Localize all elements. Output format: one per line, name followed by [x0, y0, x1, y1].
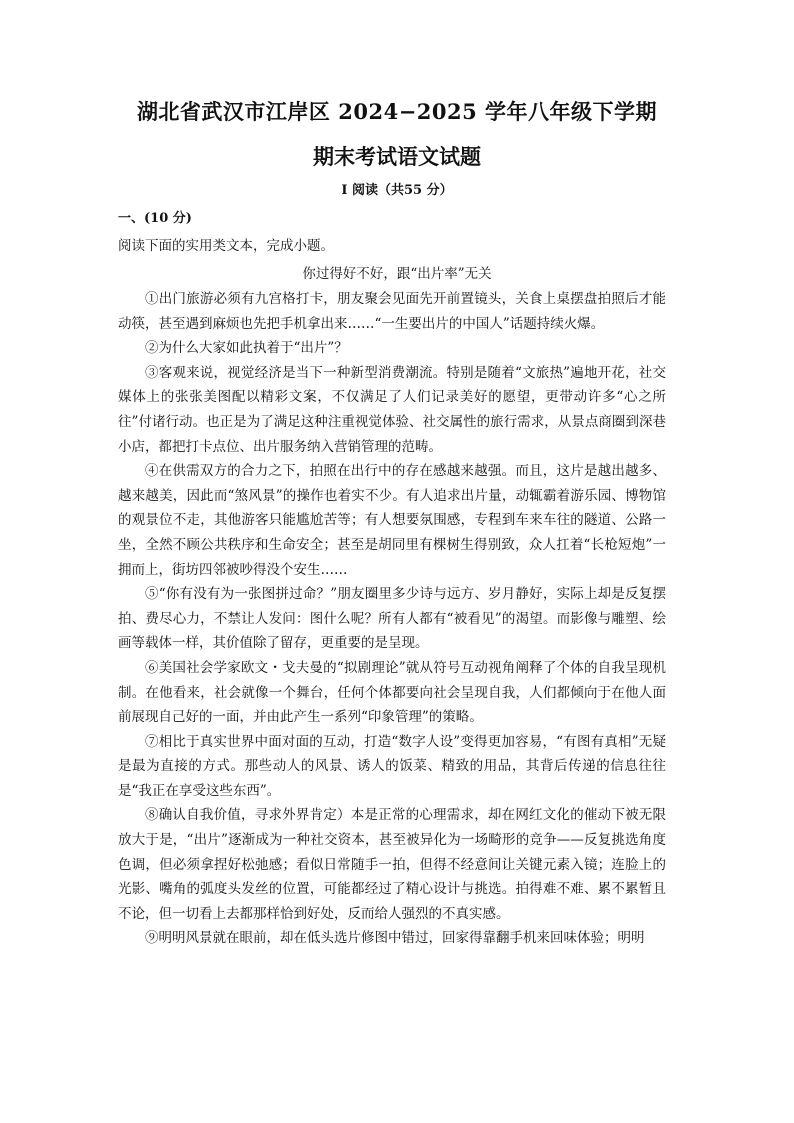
passage-body [118, 287, 666, 951]
paragraph-2: ②为什么大家如此执着于“出片”？ [145, 340, 348, 357]
paragraph-1: ①出门旅游必须有九宫格打卡，朋友聚会见面先开前置镜头，关食上桌摆盘拍照后才能动筷，甚至遇到麻烦也先把手机拿出来……“一生要出片的中国人”话题持续火爆。 [118, 291, 666, 332]
paragraph-9: ⑨明明风景就在眼前，却在低头选片修图中错过，回家得靠翻手机来回味体验；明明 [145, 930, 645, 947]
paragraph-3: ③客观来说，视觉经济是当下一种新型消费潮流。特别是随着“文旅热”遍地开花，社交媒体上的张张美图配以精彩文案，不仅满足了人们记录美好的愿望，更带动许多“心之所往”付诸行动。也正是为了满足这种注重视觉体验、社交属性的旅行需求，从景点商圈到深巷小店，都把打卡点位、出片服务纳入营销管理的范畴。 [118, 364, 666, 455]
instruction-text: 阅读下面的实用类文本，完成小题。 [118, 238, 334, 254]
paragraph-8: ⑧确认自我价值，寻求外界肯定）本是正常的心理需求，却在网红文化的催动下被无限放大于是，“出片”逐渐成为一种社交资本，甚至被异化为一场畸形的竞争——反复挑选角度色调，但必须拿捏好松弛感；看似日常随手一拍，但得不经意间让关键元素入镜；连脸上的光影、嘴角的弧度头发丝的位置，可能都经过了精心设计与挑选。拍得难不难、累不累暂且不论，但一切看上去都那样恰到好处，反而给人强烈的不真实感。 [118, 807, 666, 922]
paragraph-5: ⑤“你有没有为一张图拼过命？”朋友圈里多少诗与远方、岁月静好，实际上却是反复摆拍、费尽心力，不禁让人发问：图什么呢？所有人都有“被看见”的渴望。而影像与雕塑、绘画等载体一样，其价值除了留存，更重要的是呈现。 [118, 586, 666, 652]
section-heading: I 阅读（共55 分） [341, 183, 453, 198]
exam-title-line2: 期末考试语文试题 [313, 144, 481, 169]
paragraph-7: ⑦相比于真实世界中面对面的互动，打造“数字人设”变得更加容易，“有图有真相”无疑是最为直接的方式。那些动人的风景、诱人的饭菜、精致的用品，其背后传递的信息往往是“我正在享受这些东西”。 [118, 733, 666, 799]
paragraph-6: ⑥美国社会学家欧文・戈夫曼的“拟剧理论”就从符号互动视角阐释了个体的自我呈现机制。在他看来，社会就像一个舞台，任何个体都要向社会呈现自我，人们都倾向于在他人面前展现自己好的一面，并由此产生一系列“印象管理”的策略。 [118, 659, 666, 726]
paragraph-4: ④在供需双方的合力之下，拍照在出行中的存在感越来越强。而且，这片是越出越多、越来越美，因此而“煞风景”的操作也着实不少。有人追求出片量，动辄霸着游乐园、博物馆的观景位不走，其他游客只能尴尬苦等；有人想要氛围感，专程到车来车往的隧道、公路一坐，全然不顾公共秩序和生命安全；甚至是胡同里有棵树生得别致，众人扛着“长枪短炮”一拥而上，街坊四邻被吵得没个安生…… [118, 463, 666, 578]
passage-title: 你过得好不好，跟“出片率”无关 [302, 266, 492, 282]
exam-title-line1: 湖北省武汉市江岸区 2024−2025 学年八年级下学期 [136, 99, 658, 124]
question-heading: 一、(10 分) [118, 211, 192, 226]
